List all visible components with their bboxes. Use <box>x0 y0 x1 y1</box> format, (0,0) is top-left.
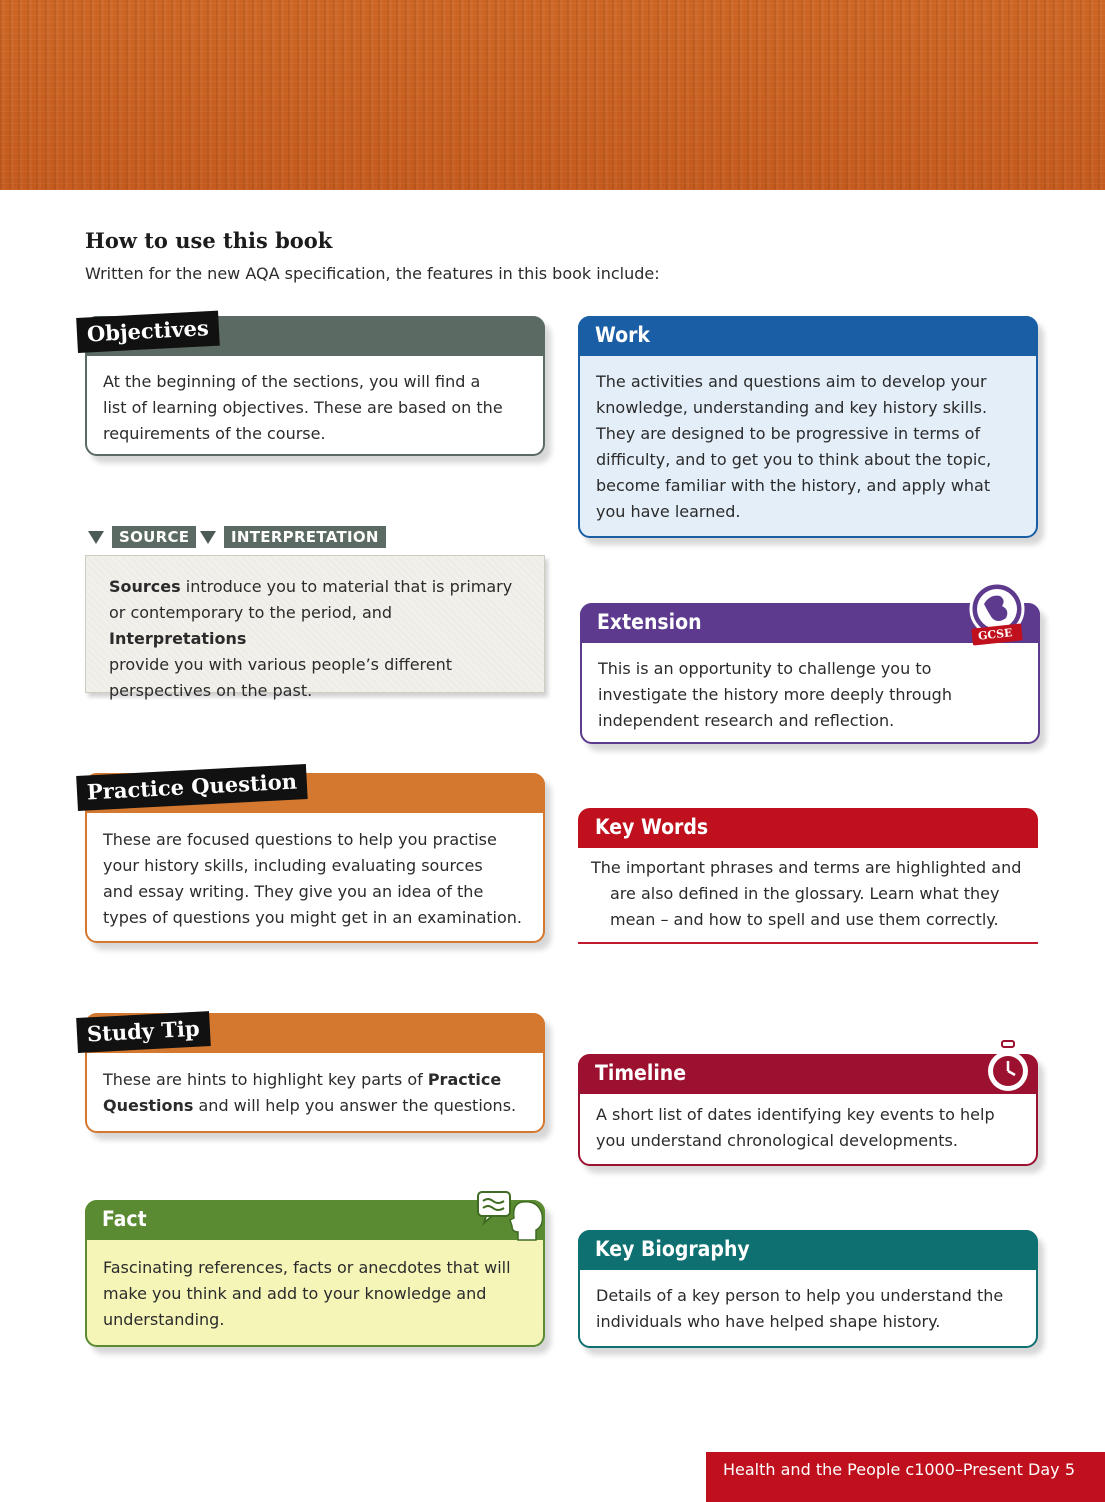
extension-text: This is an opportunity to challenge you to investigate the history more deeply through independent research and reflection. <box>598 659 952 730</box>
study-tip-title: Study Tip <box>76 1011 210 1053</box>
source-tag <box>88 526 196 548</box>
page-intro: Written for the new AQA specification, the features in this book include: <box>85 264 660 283</box>
key-words-title: Key Words <box>595 815 709 839</box>
key-biography-title: Key Biography <box>595 1237 750 1261</box>
key-biography-header <box>578 1230 1038 1270</box>
page-number: 5 <box>1064 1460 1075 1479</box>
study-tip-text: These are hints to highlight key parts of Practice Questions and will help you answer the questions. <box>103 1070 517 1115</box>
key-words-text: The important phrases and terms are highlighted and are also defined in the glossary. Learn what they mean – and how to spell and use them correctly. <box>591 858 1022 929</box>
gcse-badge-label: GCSE <box>977 626 1014 643</box>
source-tag-label: SOURCE <box>112 526 196 548</box>
source-text: Sources introduce you to material that is primary or contemporary to the period, and Interpretations provide you with various people’s different perspectives on the past. <box>109 577 513 700</box>
speech-head-icon <box>476 1190 546 1242</box>
key-biography-box <box>578 1230 1038 1348</box>
header-banner <box>0 0 1105 190</box>
gcse-globe-icon <box>966 582 1028 648</box>
work-header <box>578 316 1038 356</box>
page-title: How to use this book <box>85 228 333 253</box>
key-words-box <box>578 808 1038 944</box>
work-title: Work <box>595 323 650 347</box>
key-biography-text: Details of a key person to help you understand the individuals who have helped shape history. <box>596 1286 1004 1331</box>
triangle-down-icon <box>200 531 216 544</box>
timeline-box <box>578 1054 1038 1166</box>
objectives-title: Objectives <box>76 311 219 353</box>
extension-title: Extension <box>597 610 702 634</box>
key-words-header <box>578 808 1038 848</box>
fact-title: Fact <box>102 1207 147 1231</box>
source-box <box>85 555 545 700</box>
timeline-header <box>578 1054 1038 1094</box>
practice-question-text: These are focused questions to help you practise your history skills, including evaluating sources and essay writing. They give you an idea of the types of questions you might get in an examination. <box>103 830 522 927</box>
triangle-down-icon <box>88 531 104 544</box>
practice-question-title: Practice Question <box>76 764 308 811</box>
footer-title: Health and the People c1000–Present Day <box>723 1460 1060 1479</box>
work-box <box>578 316 1038 538</box>
stopwatch-icon <box>983 1040 1033 1094</box>
timeline-title: Timeline <box>595 1061 687 1085</box>
footer-bar <box>706 1452 1105 1502</box>
interpretation-tag <box>200 526 386 548</box>
work-text: The activities and questions aim to develop your knowledge, understanding and key history skills. They are designed to be progressive in terms of difficulty, and to get you to think about the topic, become familiar with the history, and apply what you have learned. <box>596 372 992 521</box>
timeline-text: A short list of dates identifying key events to help you understand chronological developments. <box>596 1105 995 1150</box>
fact-text: Fascinating references, facts or anecdotes that will make you think and add to your knowledge and understanding. <box>103 1258 511 1329</box>
objectives-text: At the beginning of the sections, you will find a list of learning objectives. These are based on the requirements of the course. <box>103 372 503 443</box>
interpretation-tag-label: INTERPRETATION <box>224 526 386 548</box>
